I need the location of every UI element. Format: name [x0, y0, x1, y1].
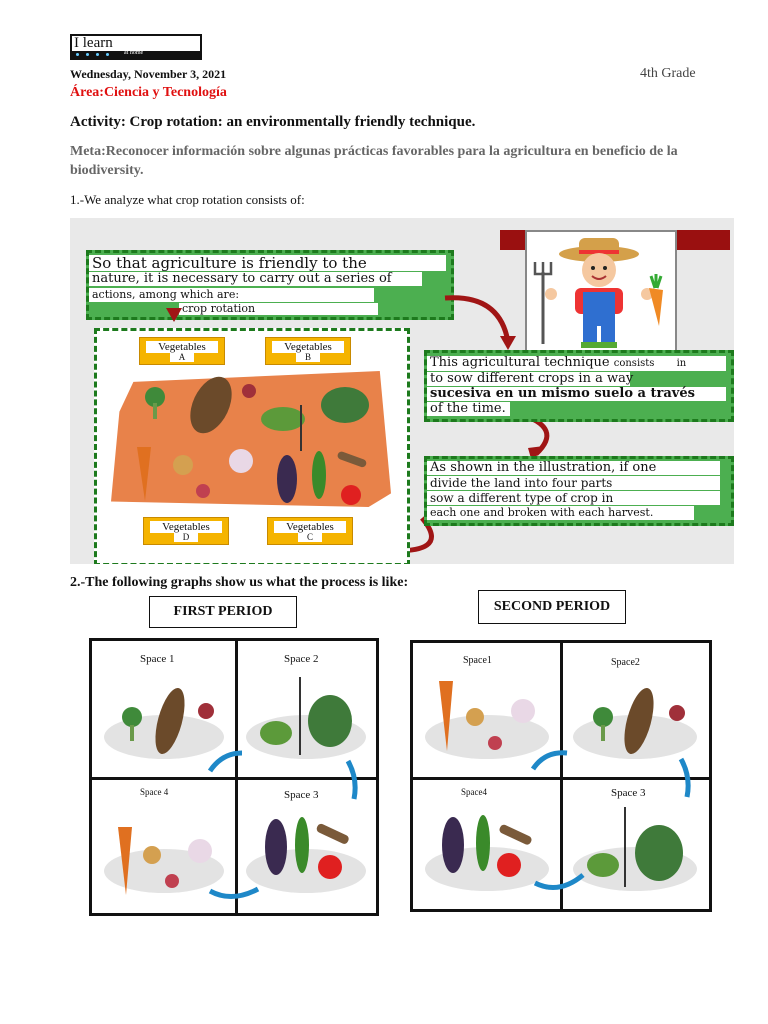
beet-icon [242, 384, 256, 398]
logo-bar [72, 51, 200, 59]
first-space-2-label: Space 2 [284, 653, 319, 665]
vegetables-label-b-letter: B [296, 353, 320, 362]
activity-title: Activity: Crop rotation: an environmentally friendly technique. [70, 114, 476, 130]
illustration-line-4: each one and broken with each harvest. [427, 506, 694, 520]
beet-icon [198, 703, 214, 719]
cabbage-icon [308, 695, 352, 747]
intro-line-2: nature, it is necessary to carry out a series of [89, 272, 422, 286]
eggplant-icon [277, 455, 297, 503]
field-vegetables [111, 371, 391, 507]
rotation-arrow-icon [533, 753, 567, 769]
tomato-icon [341, 485, 361, 505]
bean-icon [498, 823, 533, 846]
rotation-arrow-icon [210, 753, 242, 771]
vegetables-label-b-text: Vegetables [272, 341, 344, 353]
illustration-line-1: As shown in the illustration, if one [427, 461, 720, 475]
radish-icon [165, 874, 179, 888]
pepper-icon [295, 817, 309, 873]
technique-line-2: to sow different crops in a way [427, 372, 630, 386]
bean-icon [336, 450, 367, 468]
grade: 4th Grade [640, 66, 696, 81]
illustration-text-box [424, 456, 734, 526]
second-space-3-label: Space 3 [611, 787, 646, 799]
lettuce-icon [261, 405, 305, 451]
crop-rotation-infographic [70, 218, 734, 564]
date: Wednesday, November 3, 2021 [70, 67, 227, 81]
second-period-title: SECOND PERIOD [478, 590, 626, 624]
illustration-line-2: divide the land into four parts [427, 476, 720, 490]
bean-icon [315, 823, 350, 846]
logo-title: I learn [74, 35, 113, 51]
garlic-icon [188, 839, 212, 863]
garlic-icon [511, 699, 535, 723]
cabbage-icon [635, 825, 683, 881]
step-1-text: 1.-We analyze what crop rotation consists of: [70, 192, 305, 207]
intro-line-3: actions, among which are: [89, 288, 374, 302]
first-space-3-label: Space 3 [284, 789, 319, 801]
pepper-icon [312, 451, 326, 499]
first-period-crops [92, 641, 376, 913]
technique-line-1a: This agricultural technique [430, 355, 610, 370]
rotation-arrow-icon [348, 761, 355, 799]
eggplant-icon [442, 817, 464, 873]
step-2-text: 2.-The following graphs show us what the process is like: [70, 575, 409, 590]
vegetables-label-a-text: Vegetables [146, 341, 218, 353]
vegetables-label-d-text: Vegetables [150, 521, 222, 533]
tomato-icon [318, 855, 342, 879]
technique-line-4: of the time. [427, 402, 510, 416]
first-space-1-label: Space 1 [140, 653, 175, 665]
second-space-1-label: Space1 [463, 655, 492, 666]
vegetables-label-c-letter: C [298, 533, 322, 542]
second-period-grid [410, 640, 712, 912]
vegetables-label-b [265, 337, 351, 365]
vegetables-label-c-text: Vegetables [274, 521, 346, 533]
rotation-arrow-icon [681, 759, 688, 797]
vegetables-label-d-letter: D [174, 533, 198, 542]
logo-subtitle: at home [124, 50, 144, 56]
technique-text-box [424, 350, 734, 422]
vegetables-label-a [139, 337, 225, 365]
vegetables-label-d [143, 517, 229, 545]
radish-icon [488, 736, 502, 750]
onion-icon [466, 708, 484, 726]
first-period-grid [89, 638, 379, 916]
vegetables-label-a-letter: A [170, 353, 194, 362]
tomato-icon [497, 853, 521, 877]
beet-icon [669, 705, 685, 721]
intro-line-1: So that agriculture is friendly to the [89, 255, 446, 271]
technique-line-1c: in [676, 358, 687, 369]
radish-icon [196, 484, 210, 498]
vegetables-label-c [267, 517, 353, 545]
carrot-icon [137, 447, 151, 501]
onion-icon [143, 846, 161, 864]
field-illustration [94, 328, 410, 564]
cabbage-icon [321, 387, 369, 423]
first-space-4-label: Space 4 [140, 787, 169, 797]
area-subject: Área:Ciencia y Tecnología [70, 85, 227, 100]
second-period-crops [413, 643, 709, 909]
rotation-arrow-icon [210, 889, 258, 897]
garlic-icon [229, 449, 253, 473]
broccoli-icon [145, 387, 165, 419]
eggplant-icon [265, 819, 287, 875]
technique-line-3: sucesiva en un mismo suelo a través [427, 387, 726, 401]
yam-icon [182, 371, 240, 440]
technique-line-1b: consists [613, 358, 655, 369]
onion-icon [173, 455, 193, 475]
i-learn-logo [70, 34, 202, 60]
technique-line-1 [427, 356, 726, 371]
second-space-2-label: Space2 [611, 657, 640, 668]
second-space-4-label: Space4 [461, 787, 487, 797]
first-period-title: FIRST PERIOD [149, 596, 297, 628]
intro-line-4: crop rotation [179, 303, 378, 315]
illustration-line-3: sow a different type of crop in [427, 491, 720, 505]
meta-goal: Meta:Reconocer información sobre algunas prácticas favorables para la agricultura en beneficio de la biodiversity. [70, 144, 678, 178]
pepper-icon [476, 815, 490, 871]
